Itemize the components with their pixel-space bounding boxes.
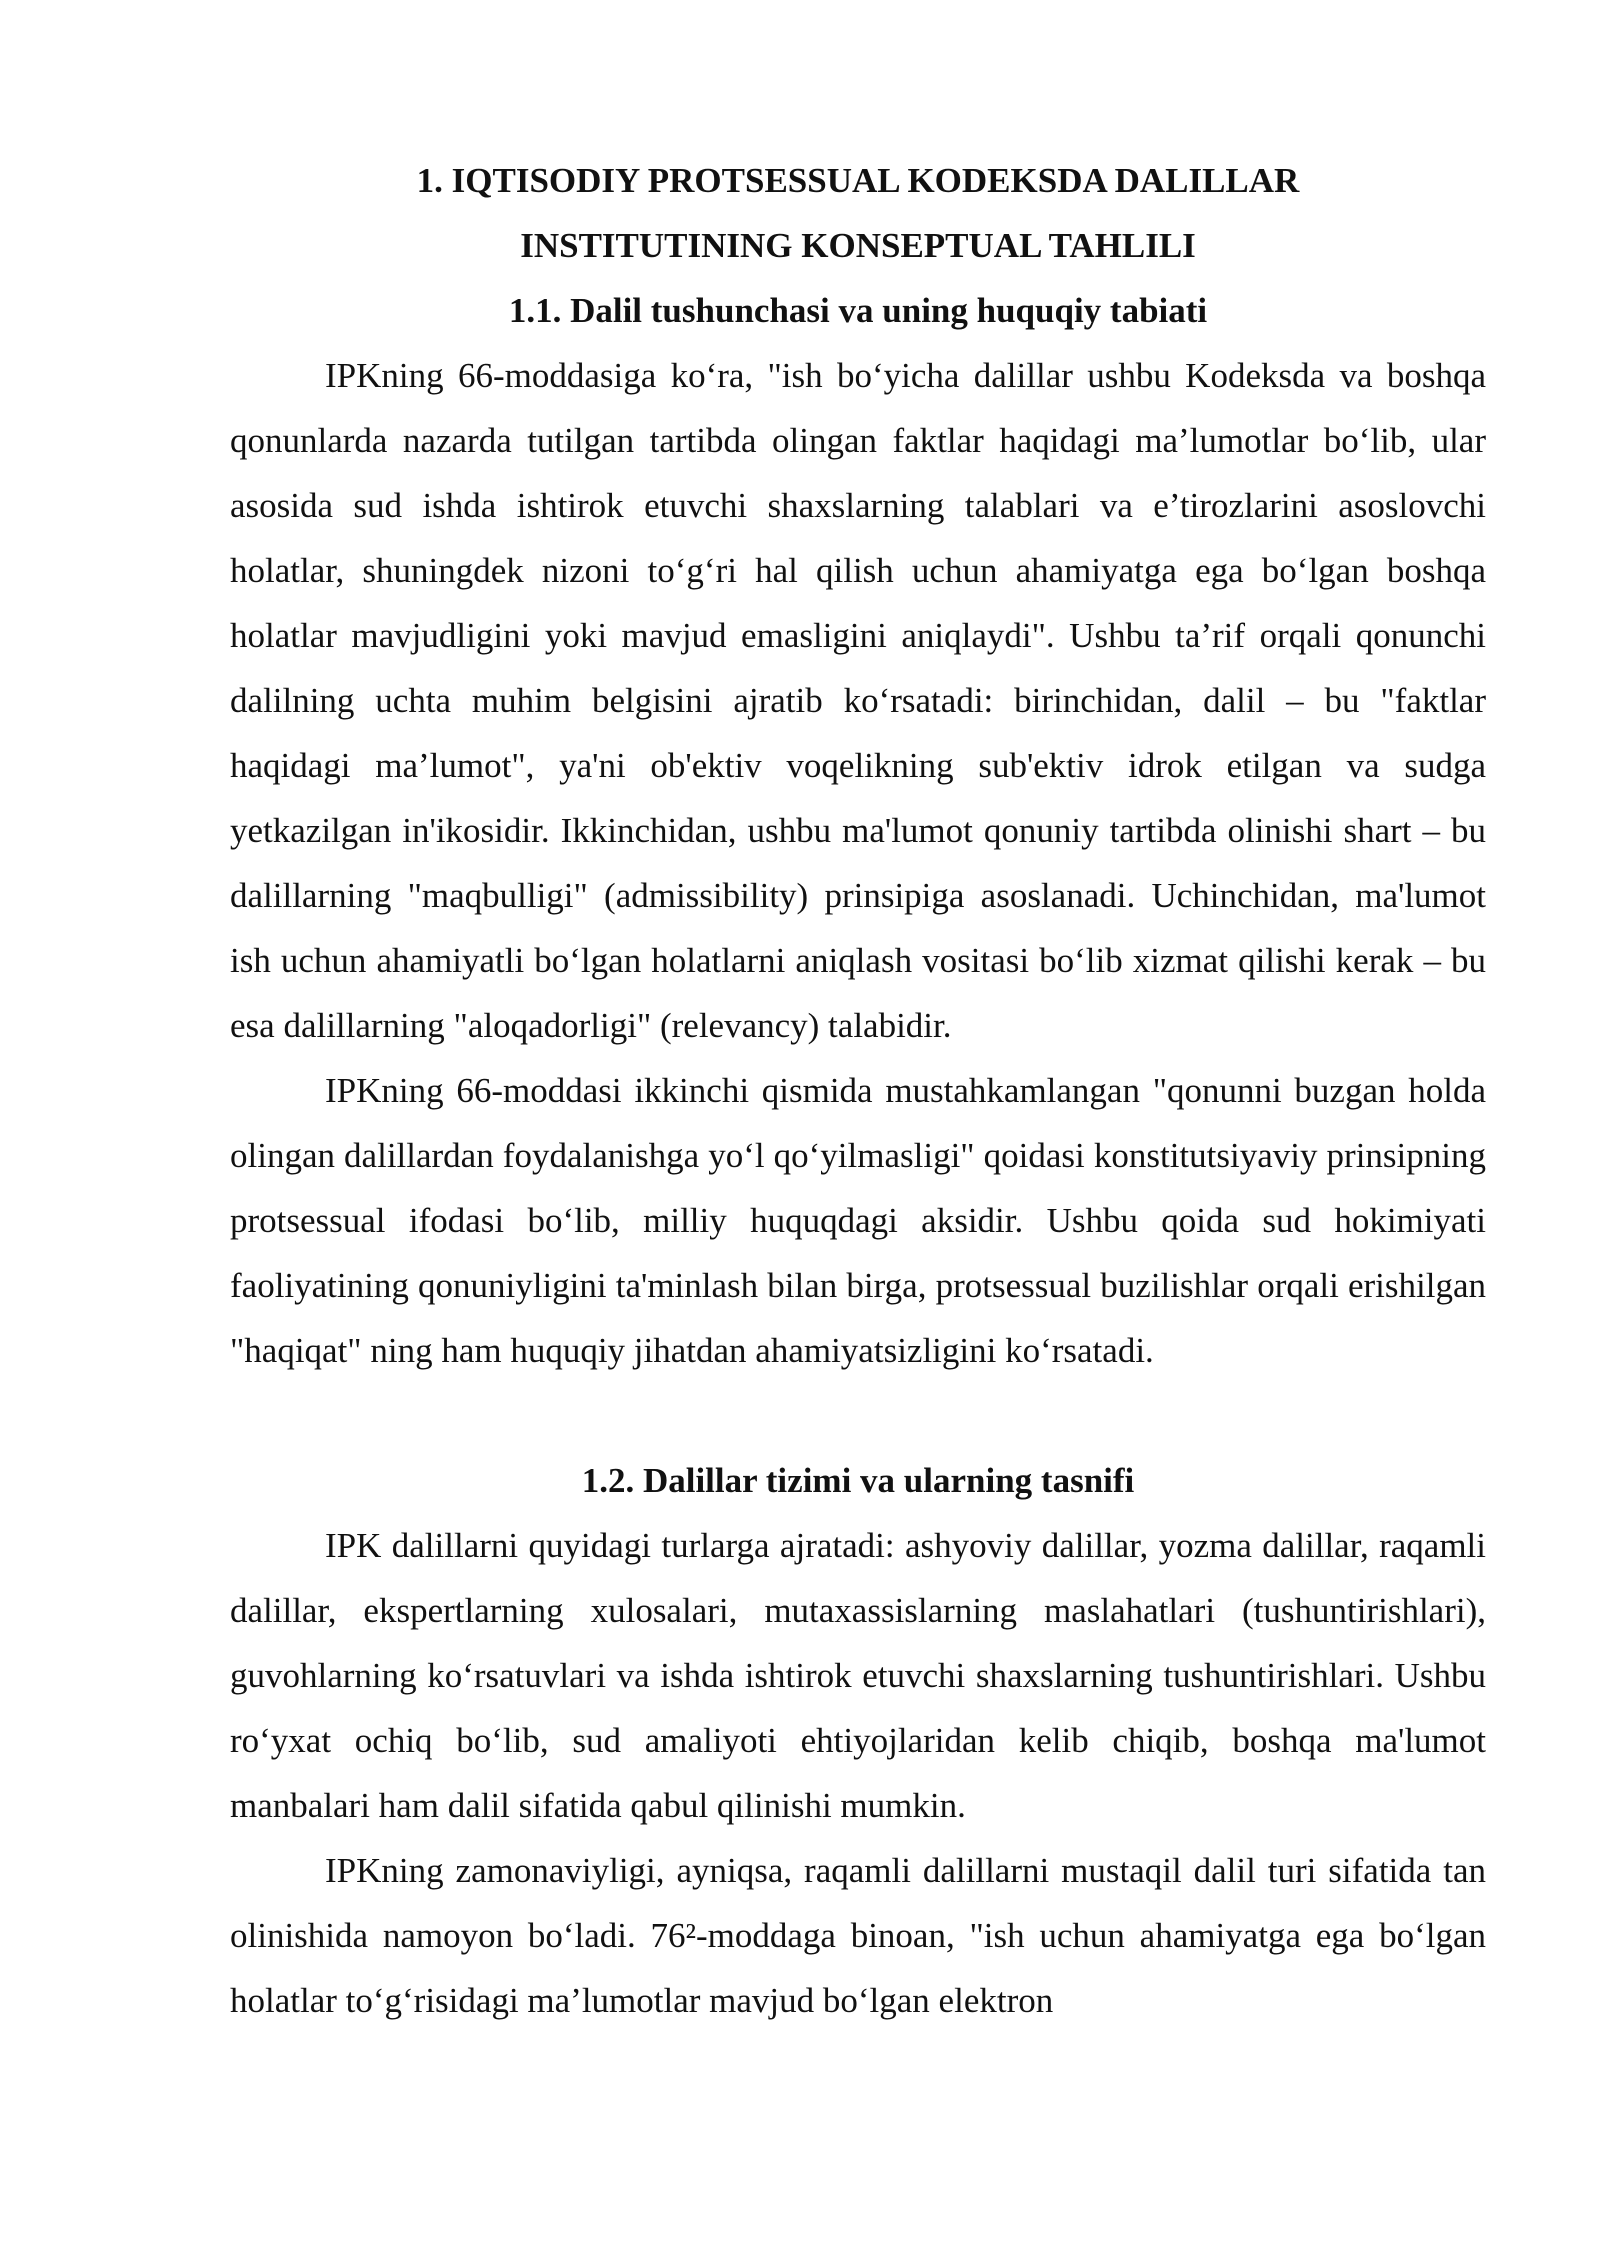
paragraph: IPKning zamonaviyligi, ayniqsa, raqamli dalillarni mustaqil dalil turi sifatida tan olinishida namoyon bo‘ladi. 76²-moddaga binoan, "ish uchun ahamiyatga ega bo‘lgan holatlar to‘g‘risidagi ma’lumotlar mavjud bo‘lgan elektron bbox=[230, 1851, 1486, 2020]
paragraph: IPK dalillarni quyidagi turlarga ajratadi: ashyoviy dalillar, yozma dalillar, raqamli dalillar, ekspertlarning xulosalari, mutaxassislarning maslahatlari (tushuntirishlari), guvohlarning ko‘rsatuvlari va ishda ishtirok etuvchi shaxslarning tushuntirishlari. Ushbu ro‘yxat ochiq bo‘lib, sud amaliyoti ehtiyojlaridan kelib chiqib, boshqa ma'lumot manbalari ham dalil sifatida qabul qilinishi mumkin. bbox=[230, 1526, 1486, 1825]
section-heading-1-1: 1.1. Dalil tushunchasi va uning huquqiy tabiati bbox=[508, 291, 1208, 330]
document-body bbox=[230, 148, 1486, 2033]
chapter-title: 1. IQTISODIY PROTSESSUAL KODEKSDA DALILLAR INSTITUTINING KONSEPTUAL TAHLILI bbox=[416, 161, 1300, 265]
paragraph: IPKning 66-moddasiga ko‘ra, "ish bo‘yicha dalillar ushbu Kodeksda va boshqa qonunlarda nazarda tutilgan tartibda olingan faktlar haqidagi ma’lumotlar bo‘lib, ular asosida sud ishda ishtirok etuvchi shaxslarning talablari va e’tirozlarini asoslovchi holatlar, shuningdek nizoni to‘g‘ri hal qilish uchun ahamiyatga ega bo‘lgan boshqa holatlar mavjudligini yoki mavjud emasligini aniqlaydi". Ushbu ta’rif orqali qonunchi dalilning uchta muhim belgisini ajratib ko‘rsatadi: birinchidan, dalil – bu "faktlar haqidagi ma’lumot", ya'ni ob'ektiv voqelikning sub'ektiv idrok etilgan va sudga yetkazilgan in'ikosidir. Ikkinchidan, ushbu ma'lumot qonuniy tartibda olinishi shart – bu dalillarning "maqbulligi" (admissibility) prinsipiga asoslanadi. Uchinchidan, ma'lumot ish uchun ahamiyatli bo‘lgan holatlarni aniqlash vositasi bo‘lib xizmat qilishi kerak – bu esa dalillarning "aloqadorligi" (relevancy) talabidir. bbox=[230, 356, 1486, 1045]
paragraph: IPKning 66-moddasi ikkinchi qismida mustahkamlangan "qonunni buzgan holda olingan dalillardan foydalanishga yo‘l qo‘yilmasligi" qoidasi konstitutsiyaviy prinsipning protsessual ifodasi bo‘lib, milliy huquqdagi aksidir. Ushbu qoida sud hokimiyati faoliyatining qonuniyligini ta'minlash bilan birga, protsessual buzilishlar orqali erishilgan "haqiqat" ning ham huquqiy jihatdan ahamiyatsizligini ko‘rsatadi. bbox=[230, 1071, 1486, 1370]
section-heading-1-2: 1.2. Dalillar tizimi va ularning tasnifi bbox=[581, 1461, 1135, 1500]
